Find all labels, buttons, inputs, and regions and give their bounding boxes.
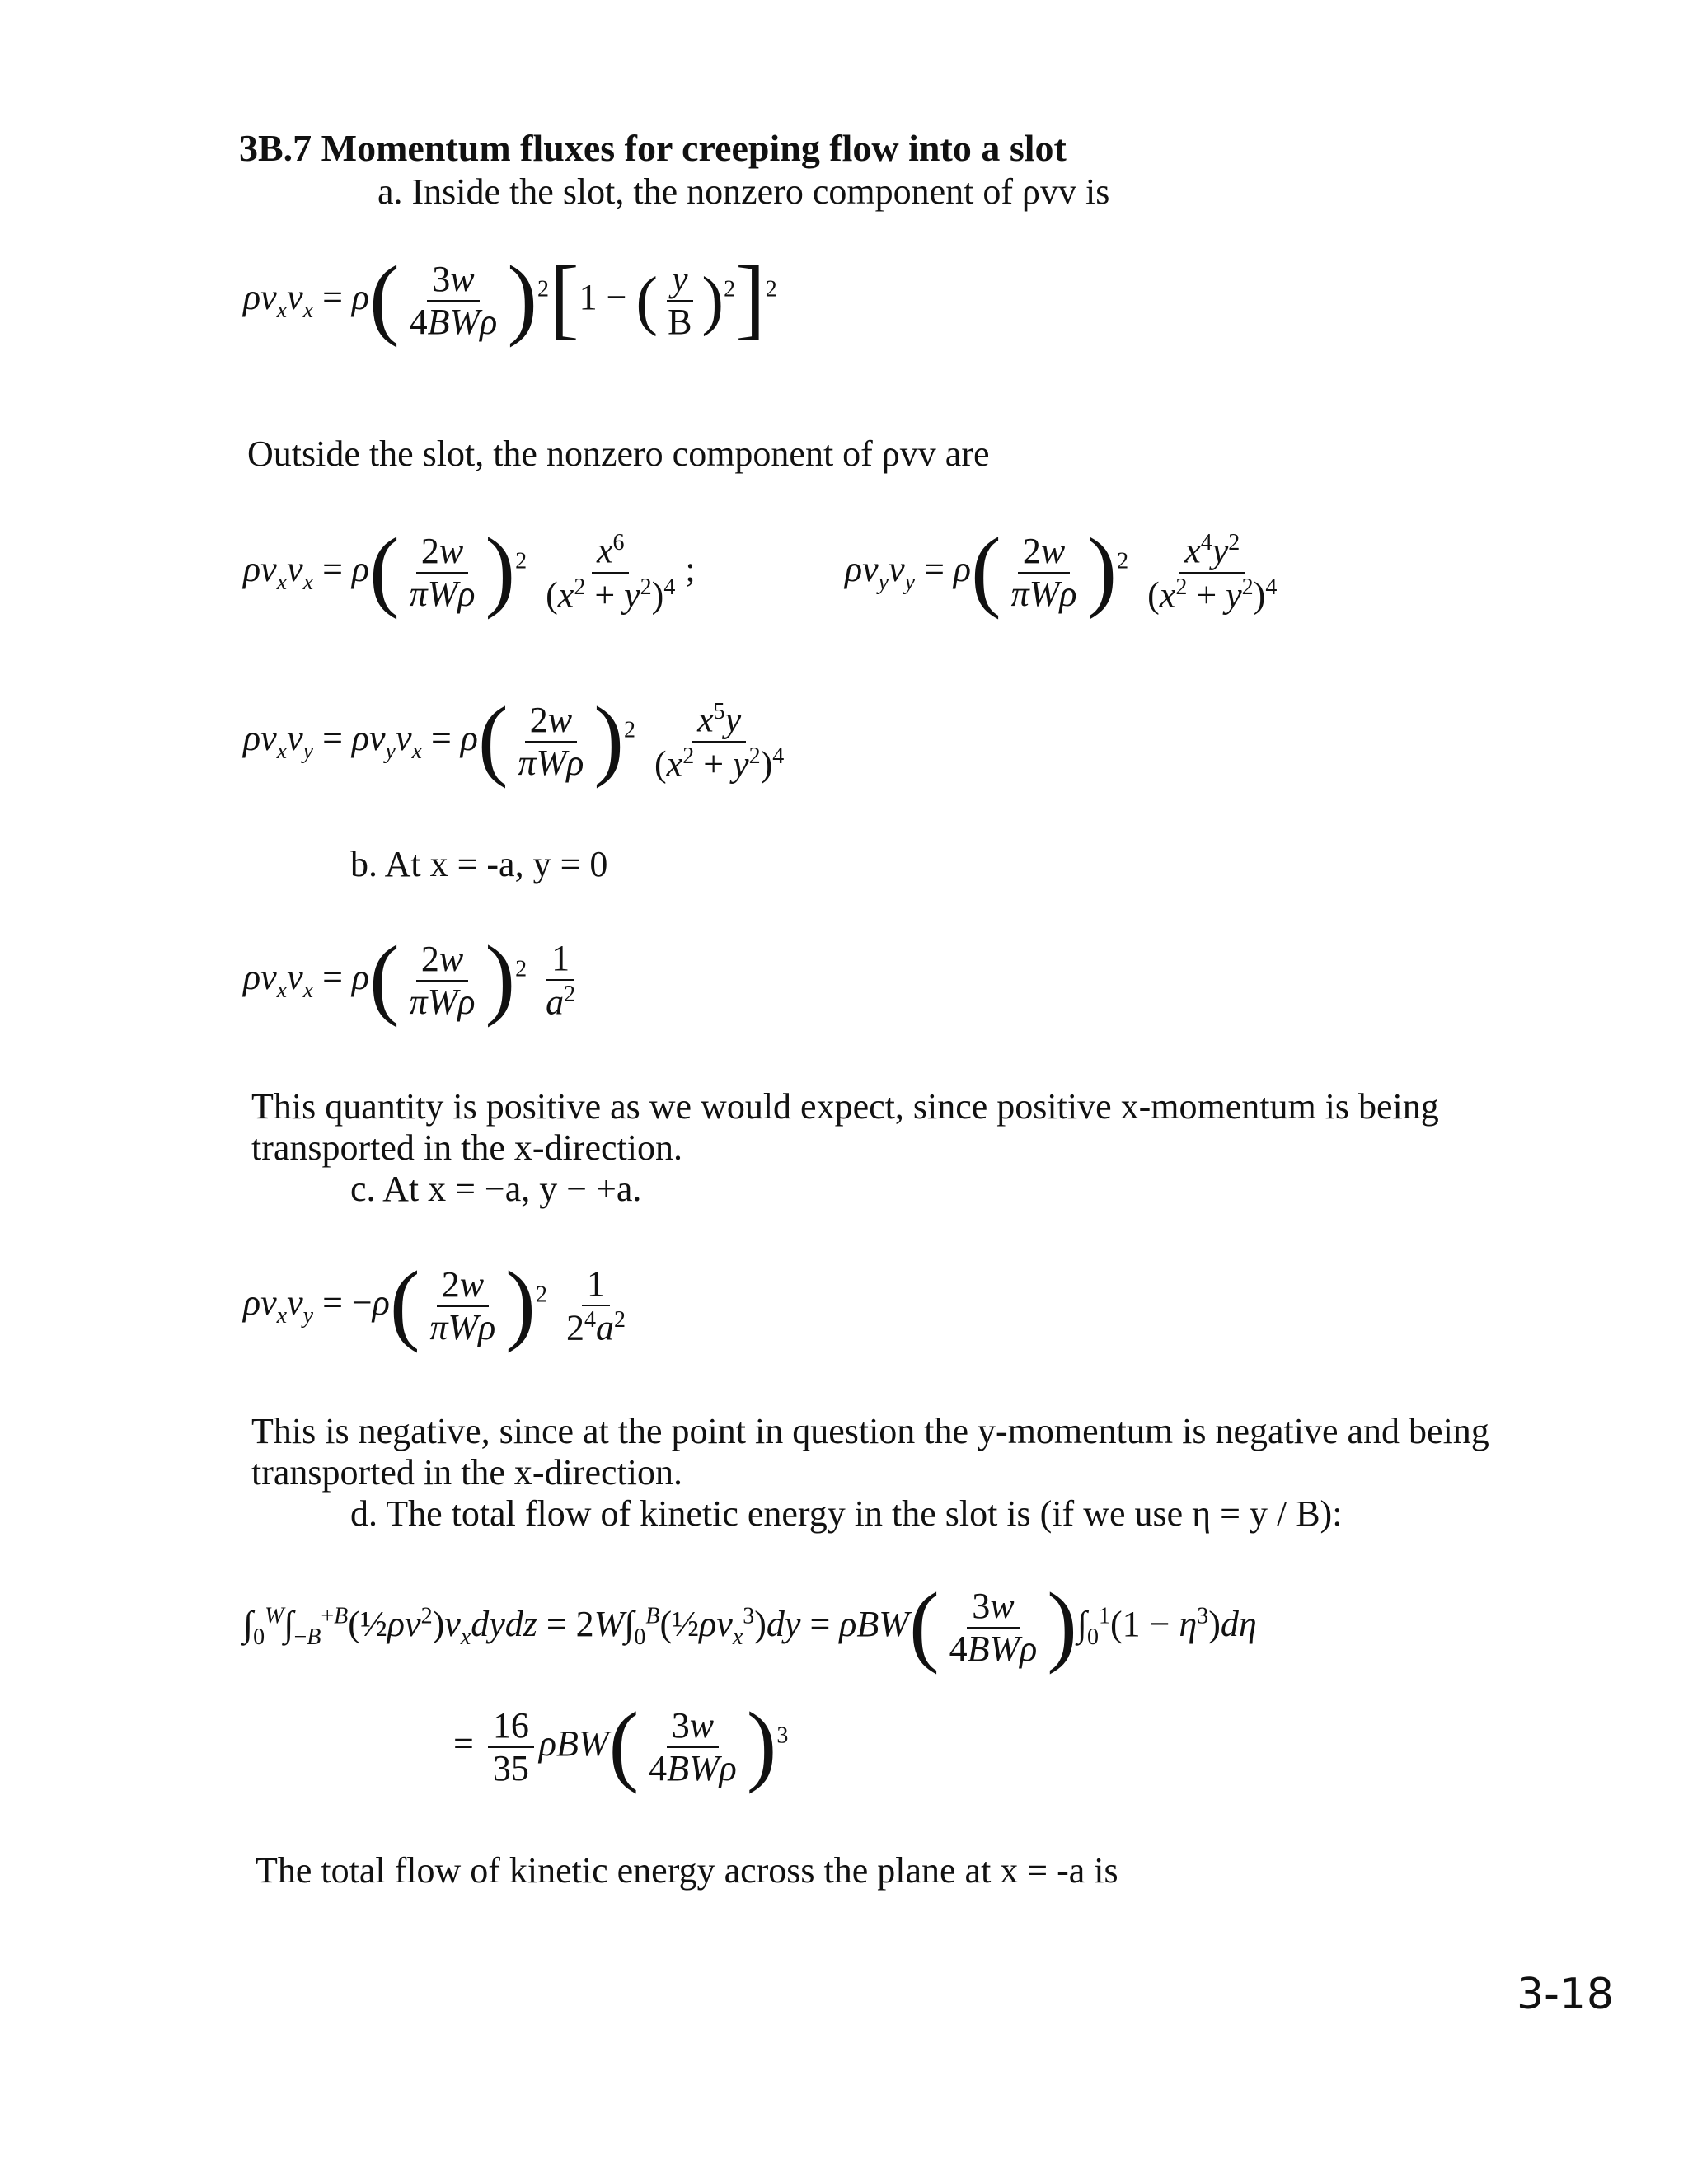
equation-part-b: $\rho v_xv_x = \rho$( $\frac{2w}{\text{πWρ}}$ )$^2$ $\frac{1}{a^2}$ [243, 927, 576, 1028]
section-title: 3B.7 Momentum fluxes for creeping flow into a slot [239, 127, 1067, 169]
equation-part-c: $\rho v_xv_y = -\rho$( $\frac{2w}{\text{πWρ}}$ )$^2$ $\frac{1}{2^4a^2}$ [243, 1253, 626, 1353]
last-line: The total flow of kinetic energy across the plane at x = -a is [256, 1850, 1118, 1891]
equation-part-d-line2: = $\frac{16}{35}$ ρBW( $\frac{3w}{\text{4BWρ}}$ )$^3$ [453, 1694, 789, 1794]
part-a-intro: a. Inside the slot, the nonzero component of ρvv is [377, 171, 1110, 212]
page-number: 3-18 [1517, 1970, 1615, 2019]
part-d-intro: d. The total flow of kinetic energy in the slot is (if we use η = y / B): [350, 1493, 1343, 1534]
equation-part-d-line1: $\int_0^W\int_{-B}^{+B}(\frac{1}{2}\rho v^2)v_xdydz$ = $2W\int_0^B(\frac{1}{2}\rho v_x^3)dy = \rho BW$( $\frac{3w}{\text{4BWρ}}$ )$\int_0^1(1 - \eta^3)d\eta$ [243, 1574, 1257, 1675]
paragraph-part-b: This quantity is positive as we would expect, since positive x-momentum is being transported in the x-direction. [251, 1086, 1439, 1168]
outside-slot-intro: Outside the slot, the nonzero component of ρvv are [247, 434, 990, 474]
equation-outside-xy: $\rho v_xv_y = \rho v_yv_x = \rho$( $\frac{2w}{\text{πWρ}}$ )$^2$ $\frac{x^5y}{(x^2 + y^2)^4}$ [243, 688, 785, 789]
equation-outside-xx: $\rho v_xv_x = \rho$( $\frac{2w}{\text{πWρ}}$ )$^2$ $\frac{x^6}{(x^2 + y^2)^4}$ ; [243, 519, 696, 620]
equation-outside-yy: $\rho v_yv_y = \rho$( $\frac{2w}{\text{πWρ}}$ )$^2$ $\frac{x^4y^2}{(x^2 + y^2)^4}$ [845, 519, 1278, 620]
part-c-intro: c. At x = −a, y − +a. [350, 1169, 642, 1209]
paragraph-part-c: This is negative, since at the point in question the y-momentum is negative and being transported in the x-direction. [251, 1411, 1489, 1493]
part-b-intro: b. At x = -a, y = 0 [350, 844, 608, 884]
equation-inside-slot: $\rho v_xv_x = \rho$( $\frac{3w}{\text{4BWρ}}$ )$^2$[1 − ( $\frac{y}{B}$ )$^2$]$^2$ [243, 247, 777, 348]
